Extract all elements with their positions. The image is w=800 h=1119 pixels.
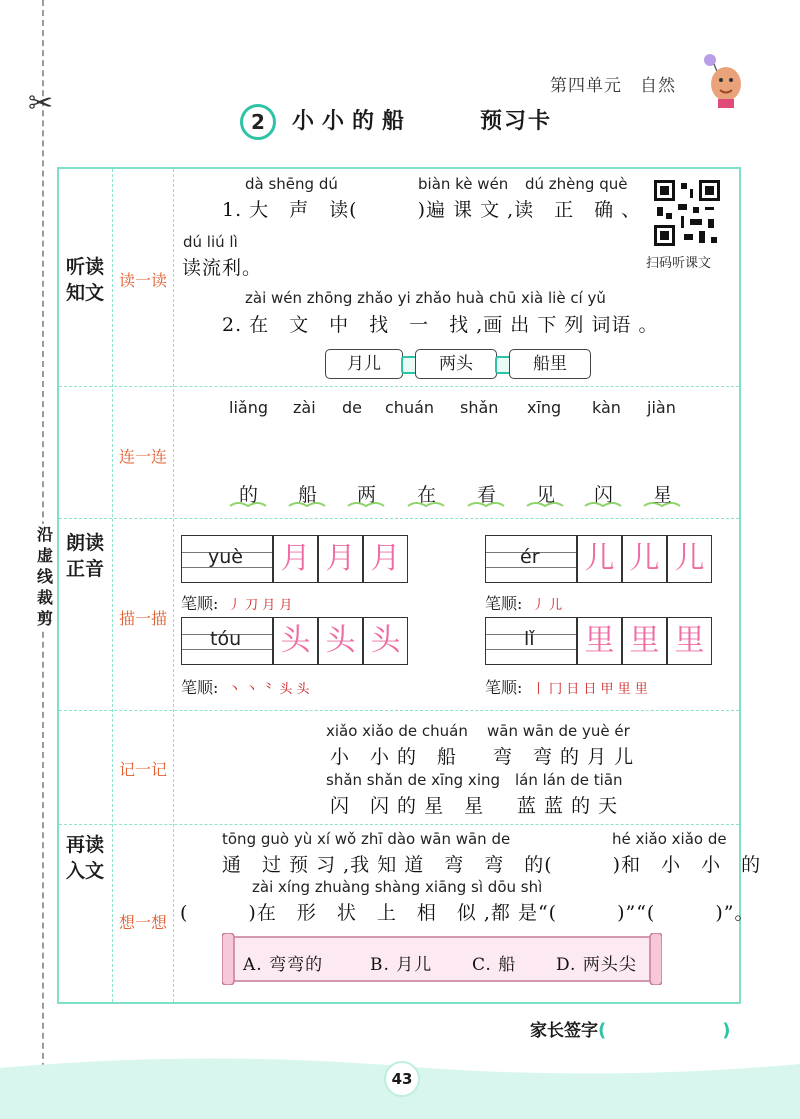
phrase: 小 小 的 船 [330, 746, 458, 768]
signature-label: 家长签字 [530, 1021, 598, 1041]
pinyin: tōng guò yù xí wǒ zhī dào wān wān de [222, 830, 511, 848]
lesson-title: 小小的船 [292, 109, 413, 134]
section-label-3 [60, 832, 110, 884]
link-pinyin: zài [293, 398, 316, 417]
scissors-icon: ✂ [28, 86, 54, 121]
activity-remember: 记一记 [118, 760, 167, 779]
writing-cell[interactable]: 里 [667, 617, 712, 665]
link-pinyin: xīng [527, 398, 562, 417]
writing-cell[interactable]: 头 [273, 617, 318, 665]
cut-char: 线 [36, 567, 53, 586]
section-text: 朗读正音 [65, 532, 104, 580]
pinyin: dú zhèng què [525, 175, 628, 193]
parent-signature [530, 1016, 730, 1041]
qr-caption: 扫码听课文 [646, 256, 712, 271]
phrase: 弯 弯 的 月 儿 [493, 746, 635, 768]
signature-close: ) [722, 1020, 731, 1041]
word-box: 船里 [509, 349, 591, 379]
writing-cell[interactable]: 月 [273, 535, 318, 583]
trace-pinyin: lǐ [524, 628, 535, 650]
writing-cell[interactable]: 头 [363, 617, 408, 665]
stroke-order: 丿 儿 [532, 598, 563, 613]
writing-cell[interactable]: 月 [363, 535, 408, 583]
think-text: ( )在 形 状 上 相 似 ,都 是“( )”“( )”。 [180, 902, 755, 924]
activity-trace: 描一描 [118, 609, 167, 628]
pinyin: zài wén zhōng zhǎo yi zhǎo huà chū xià liè cí yǔ [245, 289, 606, 307]
pinyin: xiǎo xiǎo de chuán [326, 722, 468, 740]
stroke-order: 丨 冂 日 日 甲 里 里 [532, 682, 648, 697]
link-pinyin: kàn [592, 398, 621, 417]
unit-label: 第四单元 自然 [550, 76, 676, 96]
option-d[interactable]: D. 两头尖 [556, 955, 637, 975]
stroke-order-label: 笔顺: [181, 594, 219, 613]
lesson-number: 2 [240, 104, 276, 140]
cut-char: 剪 [36, 609, 53, 628]
cut-char: 虚 [36, 546, 53, 565]
pinyin: zài xíng zhuàng shàng xiāng sì dōu shì [252, 878, 543, 896]
pinyin: lán lán de tiān [515, 771, 623, 789]
section-label-1 [60, 254, 110, 306]
activity-think: 想一想 [118, 913, 167, 932]
link-hanzi[interactable]: 船 [298, 484, 318, 506]
leaf-decoration-icon [220, 500, 690, 512]
word-box: 两头 [415, 349, 497, 379]
stroke-order-label: 笔顺: [485, 594, 523, 613]
link-hanzi[interactable]: 闪 [594, 484, 614, 506]
question-2-text: 2. 在 文 中 找 一 找 ,画 出 下 列 词语 。 [222, 314, 659, 336]
writing-cell[interactable]: 儿 [577, 535, 622, 583]
pinyin-box [485, 535, 577, 583]
pinyin: shǎn shǎn de xīng xing [326, 771, 501, 789]
question-1-text-cont: 读流利。 [182, 257, 263, 279]
link-pinyin: chuán [385, 398, 435, 417]
think-text: 通 过 预 习 ,我 知 道 弯 弯 的( )和 小 小 的 [222, 854, 762, 876]
link-pinyin: jiàn [647, 398, 676, 417]
link-hanzi[interactable]: 在 [417, 484, 437, 506]
link-hanzi[interactable]: 的 [239, 484, 259, 506]
link-hanzi[interactable]: 两 [357, 484, 377, 506]
writing-cell[interactable]: 头 [318, 617, 363, 665]
link-hanzi[interactable]: 星 [653, 484, 673, 506]
row-divider [59, 518, 739, 519]
link-pinyin: liǎng [229, 398, 268, 417]
stroke-order: 丶 丶 ⺀ 头 头 [228, 682, 310, 697]
link-pinyin: shǎn [460, 398, 499, 417]
cut-instruction [34, 524, 56, 629]
row-divider [59, 824, 739, 825]
column-divider [112, 169, 113, 1002]
pinyin-box [181, 617, 273, 665]
option-b[interactable]: B. 月儿 [370, 955, 433, 975]
column-divider [173, 169, 174, 1002]
card-title: 预习卡 [480, 109, 553, 134]
page-number: 43 [384, 1061, 420, 1097]
cut-char: 裁 [36, 588, 53, 607]
pinyin-box [485, 617, 577, 665]
pinyin: wān wān de yuè ér [487, 722, 630, 740]
word-box: 月儿 [325, 349, 403, 379]
writing-cell[interactable]: 儿 [622, 535, 667, 583]
phrase: 蓝 蓝 的 天 [517, 795, 619, 817]
pinyin: biàn kè wén [418, 175, 509, 193]
writing-cell[interactable]: 里 [577, 617, 622, 665]
writing-cell[interactable]: 儿 [667, 535, 712, 583]
trace-pinyin: ér [520, 546, 540, 568]
activity-read: 读一读 [118, 271, 167, 290]
link-hanzi[interactable]: 看 [477, 484, 497, 506]
question-1-text: 1. 大 声 读( )遍 课 文 ,读 正 确 、 [222, 199, 642, 221]
pinyin: dà shēng dú [245, 175, 338, 193]
cut-char: 沿 [36, 525, 53, 544]
writing-cell[interactable]: 里 [622, 617, 667, 665]
section-text: 听读知文 [65, 256, 104, 304]
phrase: 闪 闪 的 星 星 [330, 795, 485, 817]
stroke-order-label: 笔顺: [181, 678, 219, 697]
signature-open: ( [598, 1020, 607, 1041]
stroke-order: 丿 刀 月 月 [228, 598, 293, 613]
link-pinyin: de [342, 398, 362, 417]
writing-cell[interactable]: 月 [318, 535, 363, 583]
activity-connect: 连一连 [118, 447, 167, 466]
stroke-order-label: 笔顺: [485, 678, 523, 697]
qr-code-icon[interactable] [654, 180, 720, 246]
link-hanzi[interactable]: 见 [536, 484, 556, 506]
option-c[interactable]: C. 船 [472, 955, 517, 975]
section-text: 再读入文 [65, 834, 104, 882]
pinyin: dú liú lì [183, 233, 238, 251]
pinyin: hé xiǎo xiǎo de [612, 830, 727, 848]
row-divider [59, 710, 739, 711]
row-divider [59, 386, 739, 387]
trace-pinyin: tóu [210, 628, 242, 650]
pinyin-box [181, 535, 273, 583]
trace-pinyin: yuè [208, 546, 243, 568]
mascot-icon [700, 50, 746, 110]
option-a[interactable]: A. 弯弯的 [243, 955, 324, 975]
section-label-2 [60, 530, 110, 582]
